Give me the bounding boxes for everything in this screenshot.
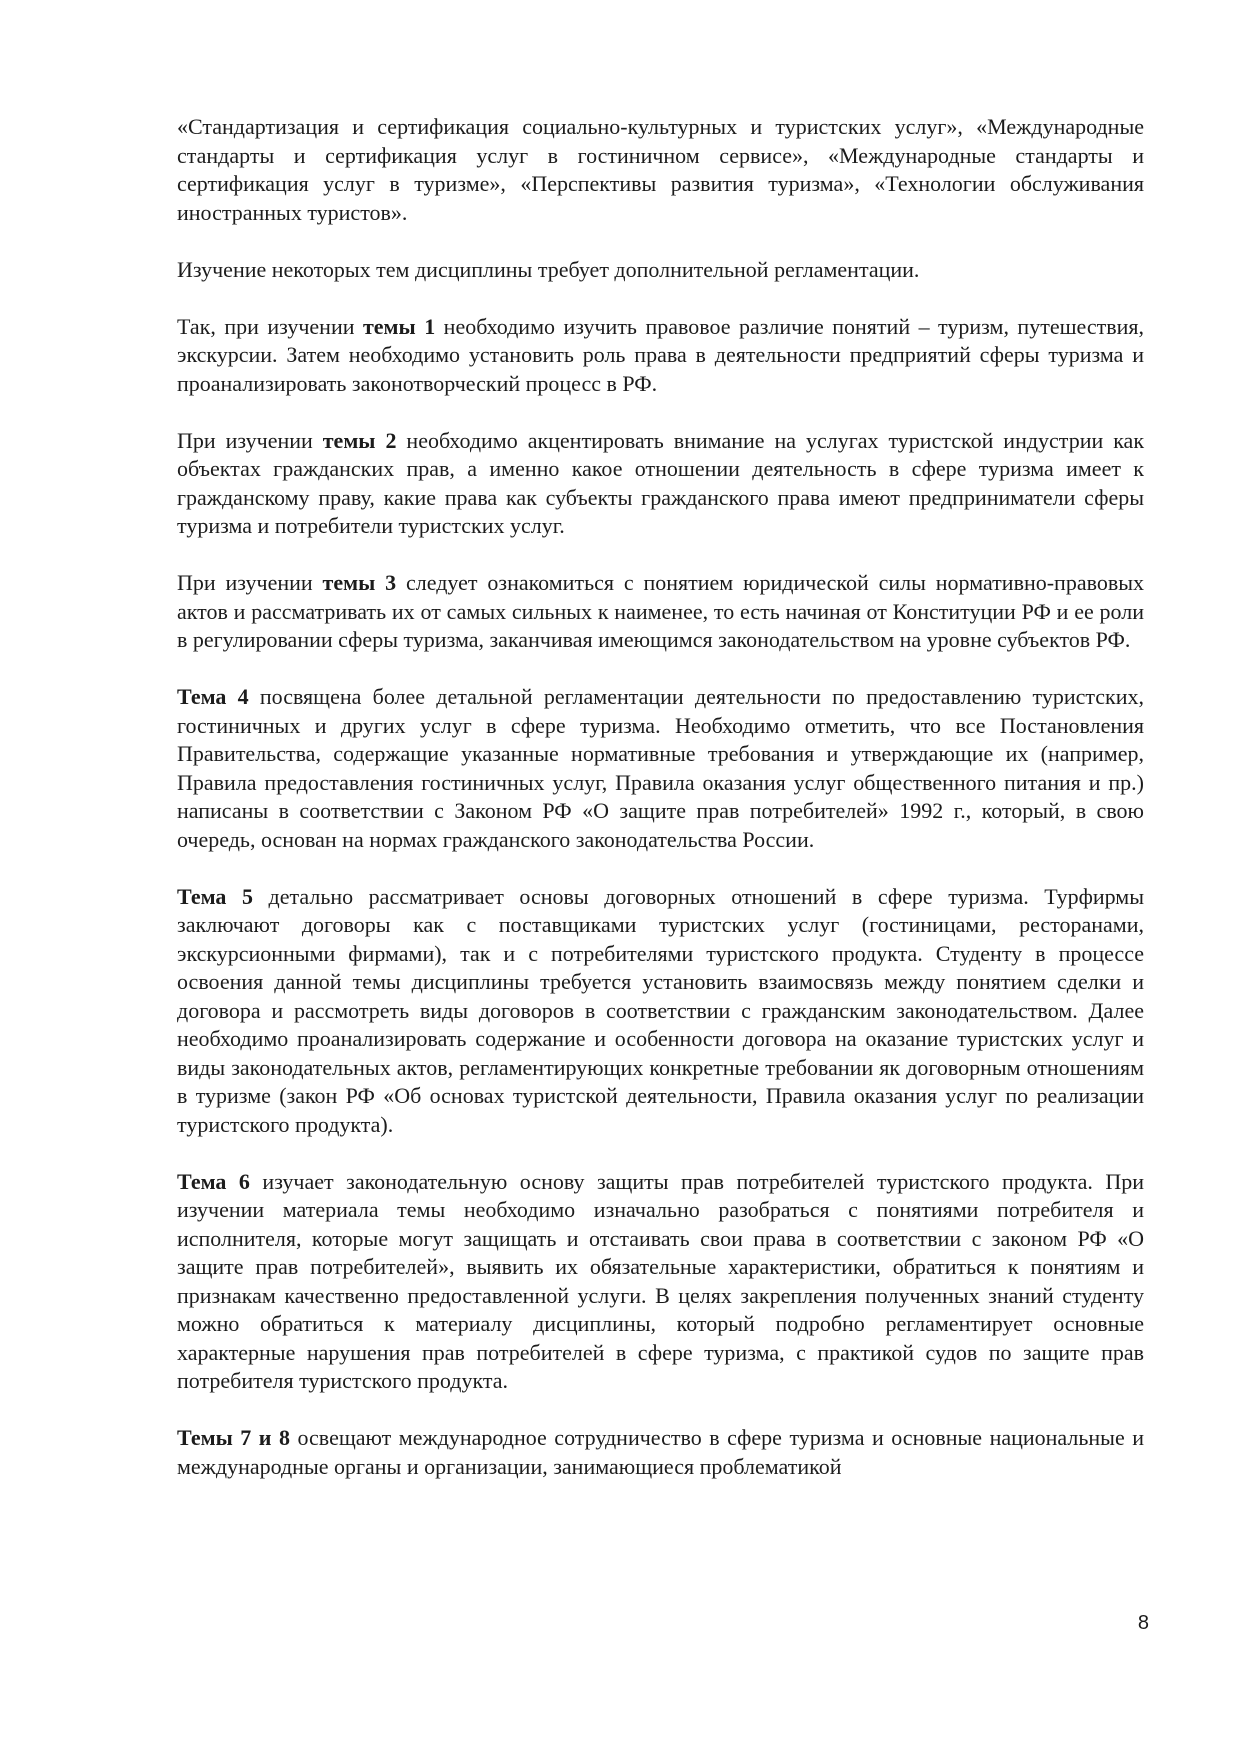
paragraph-5-text-1: При изучении [177, 570, 323, 595]
paragraph-6-text-1: посвящена более детальной регламентации деятельности по предоставлению туристских, гостиничных и других услуг в сфере туризма. Необходимо отметить, что все Постановления Правительства, содержащие указанные нормативные требования и утверждающие их (например, Правила предоставления гостиничных услуг, Правила оказания услуг общественного питания и пр.) написаны в соответствии с Законом РФ «О защите прав потребителей» 1992 г., который, в свою очередь, основан на нормах гражданского законодательства России. [177, 684, 1144, 852]
paragraph-4-text-2: необходимо акцентировать внимание на услугах туристской индустрии как объектах гражданских прав, а именно какое отношении деятельность в сфере туризма имеет к гражданскому праву, какие права как субъекты гражданского права имеют предприниматели сферы туризма и потребители туристских услуг. [177, 427, 1145, 538]
paragraph-5 [177, 569, 1144, 655]
paragraph-9 [177, 1424, 1144, 1481]
paragraph-9-text-1: освещают международное сотрудничество в сфере туризма и основные национальные и международные органы и организации, занимающиеся проблематикой [177, 1425, 1144, 1479]
paragraph-4-text-1: При изучении [177, 427, 323, 453]
paragraph-3-bold-term: темы 1 [362, 313, 436, 339]
paragraph-9-bold-term: Темы 7 и 8 [177, 1425, 290, 1450]
paragraph-5-text-2: следует ознакомиться с понятием юридической силы нормативно-правовых актов и рассматривать их от самых сильных к наименее, то есть начиная от Конституции РФ и ее роли в регулировании сферы туризма, заканчивая имеющимся законодательством на уровне субъектов РФ. [177, 570, 1145, 652]
document-body [177, 113, 1144, 1481]
paragraph-4 [177, 427, 1144, 541]
paragraph-3-text-2: необходимо изучить правовое различие понятий – туризм, путешествия, экскурсии. Затем необходимо установить роль права в деятельности предприятий сферы туризма и проанализировать законотворческий процесс в РФ. [177, 313, 1144, 396]
paragraph-8 [177, 1168, 1144, 1396]
paragraph-3 [177, 313, 1144, 399]
paragraph-8-text-1: изучает законодательную основу защиты прав потребителей туристского продукта. При изучении материала темы необходимо изначально разобраться с понятиями потребителя и исполнителя, которые могут защищать и отстаивать свои права в соответствии с законом РФ «О защите прав потребителей», выявить их обязательные характеристики, обратиться к понятиям и признакам качественно предоставленной услуги. В целях закрепления полученных знаний студенту можно обратиться к материалу дисциплины, который подробно регламентирует основные характерные нарушения прав потребителей в сфере туризма, с практикой судов по защите прав потребителя туристского продукта. [177, 1168, 1145, 1393]
paragraph-2 [177, 256, 1144, 285]
paragraph-4-bold-term: темы 2 [322, 427, 397, 453]
page-number: 8 [1137, 1612, 1149, 1634]
paragraph-1-text-1: «Стандартизация и сертификация социально-культурных и туристских услуг», «Международные стандарты и сертификация услуг в гостиничном сервисе», «Международные стандарты и сертификация услуг в туризме», «Перспективы развития туризма», «Технологии обслуживания иностранных туристов». [177, 114, 1144, 225]
paragraph-6-bold-term: Тема 4 [177, 684, 249, 709]
paragraph-7 [177, 883, 1144, 1140]
paragraph-5-bold-term: темы 3 [322, 570, 397, 595]
paragraph-7-text-1: детально рассматривает основы договорных отношений в сфере туризма. Турфирмы заключают договоры как с поставщиками туристских услуг (гостиницами, ресторанами, экскурсионными фирмами), так и с потребителями туристского продукта. Студенту в процессе освоения данной темы дисциплины требуется установить взаимосвязь между понятием сделки и договора и рассмотреть виды договоров в соответствии с гражданским законодательством. Далее необходимо проанализировать содержание и особенности договора на оказание туристских услуг и виды законодательных актов, регламентирующих конкретные требовании як договорным отношениям в туризме (закон РФ «Об основах туристской деятельности, Правила оказания услуг по реализации туристского продукта). [177, 883, 1145, 1137]
paragraph-7-bold-term: Тема 5 [177, 883, 253, 909]
paragraph-2-text-1: Изучение некоторых тем дисциплины требует дополнительной регламентации. [177, 256, 920, 282]
paragraph-6 [177, 683, 1144, 854]
paragraph-1 [177, 113, 1144, 227]
paragraph-3-text-1: Так, при изучении [177, 313, 363, 339]
paragraph-8-bold-term: Тема 6 [177, 1168, 250, 1194]
